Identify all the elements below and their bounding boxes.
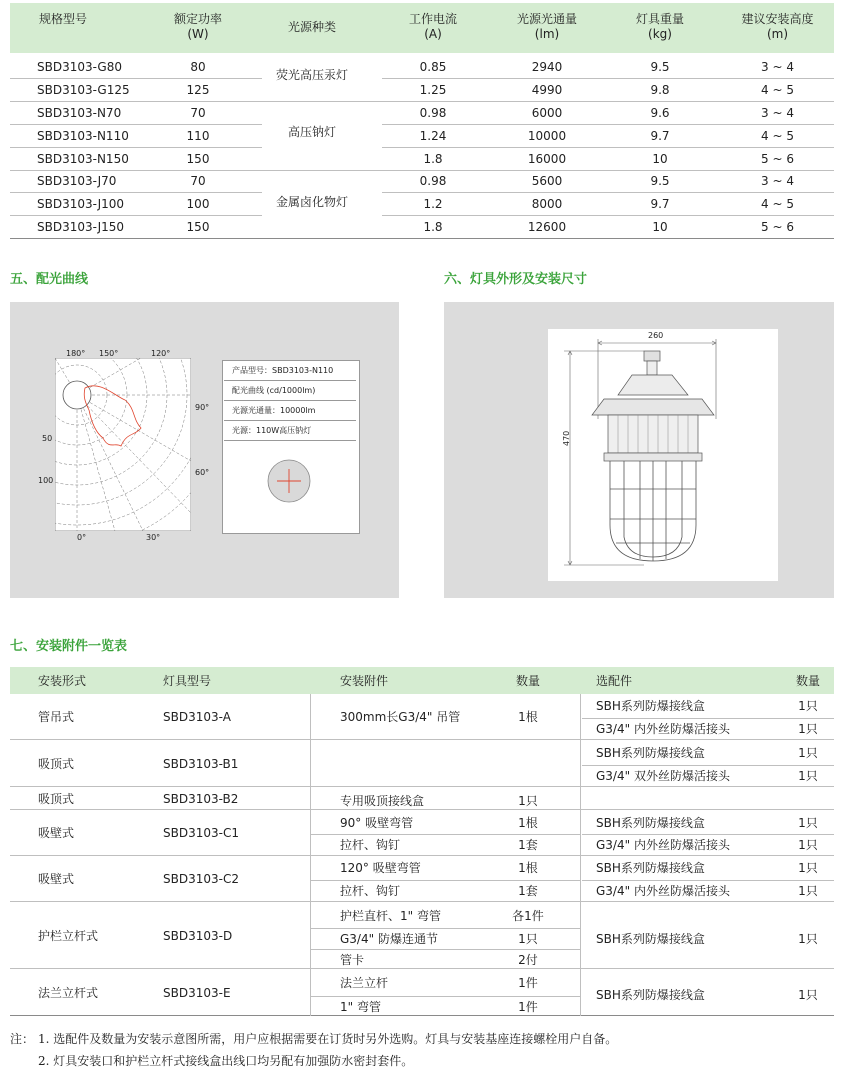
notes-prefix: 注： xyxy=(10,1032,35,1046)
acc-optional: SBH系列防爆接线盒 xyxy=(596,746,705,760)
acc-header-form: 安装形式 xyxy=(38,674,87,688)
radius-100: 100 xyxy=(38,476,54,485)
lamp-type-metal-halide: 金属卤化物灯 xyxy=(275,195,348,209)
acc-model: SBD3103-E xyxy=(163,986,231,1000)
acc-form: 吸壁式 xyxy=(38,826,75,840)
spec-row-divider xyxy=(10,238,834,239)
acc-model: SBD3103-C2 xyxy=(163,872,239,886)
angle-120: 120° xyxy=(151,349,171,358)
spec-header-current-unit: (A) xyxy=(424,27,442,41)
lamp-type-sodium: 高压钠灯 xyxy=(287,125,336,139)
acc-optional-qty: 1只 xyxy=(798,861,818,875)
acc-row-divider xyxy=(10,739,834,740)
spec-power: 80 xyxy=(190,60,206,74)
acc-model: SBD3103-A xyxy=(163,710,231,724)
acc-column-divider xyxy=(310,694,311,1016)
angle-30: 30° xyxy=(146,533,161,542)
info-curve-unit: 配光曲线 (cd/1000lm) xyxy=(224,381,356,401)
spec-row-divider xyxy=(10,78,262,79)
acc-row-divider xyxy=(310,949,580,950)
angle-0: 0° xyxy=(77,533,87,542)
spec-row-divider xyxy=(382,215,834,216)
angle-180: 180° xyxy=(66,349,86,358)
lamp-type-mercury: 荧光高压汞灯 xyxy=(275,68,348,82)
spec-row-divider xyxy=(10,192,262,193)
spec-power: 70 xyxy=(190,106,206,120)
spec-flux: 8000 xyxy=(531,197,563,211)
spec-row-divider xyxy=(10,101,834,102)
spec-power: 110 xyxy=(186,129,210,143)
lamp-outline-drawing xyxy=(548,329,778,581)
acc-model: SBD3103-B2 xyxy=(163,792,239,806)
spec-height: 4 ~ 5 xyxy=(761,83,794,97)
acc-header-accessory: 安装附件 xyxy=(340,674,389,688)
acc-form: 护栏立杆式 xyxy=(38,929,99,943)
spec-row-divider xyxy=(382,147,834,148)
acc-item-qty: 各1件 xyxy=(512,909,544,923)
acc-item-qty: 1根 xyxy=(518,861,538,875)
acc-optional-qty: 1只 xyxy=(798,988,818,1002)
spec-header-current: 工作电流 xyxy=(408,12,457,26)
angle-60: 60° xyxy=(195,468,210,477)
acc-item-qty: 1只 xyxy=(518,794,538,808)
spec-row-divider xyxy=(382,124,834,125)
acc-optional-qty: 1只 xyxy=(798,816,818,830)
radius-50: 50 xyxy=(42,434,53,443)
acc-optional: G3/4" 内外丝防爆活接头 xyxy=(596,722,730,736)
acc-item-qty: 1根 xyxy=(518,816,538,830)
spec-flux: 5600 xyxy=(531,174,563,188)
info-flux: 光源光通量：10000lm xyxy=(224,401,356,421)
spec-header-weight: 灯具重量 xyxy=(635,12,684,26)
spec-weight: 9.7 xyxy=(650,129,670,143)
dim-height-label: 470 xyxy=(562,430,571,446)
spec-power: 150 xyxy=(186,152,210,166)
acc-item-qty: 1只 xyxy=(518,932,538,946)
spec-header-power: 额定功率 xyxy=(173,12,222,26)
acc-row-divider xyxy=(310,928,580,929)
dim-width-label: 260 xyxy=(648,331,664,340)
spec-power: 150 xyxy=(186,220,210,234)
acc-column-divider xyxy=(580,694,581,1016)
acc-optional-qty: 1只 xyxy=(798,769,818,783)
spec-model: SBD3103-G80 xyxy=(37,60,122,74)
acc-optional: SBH系列防爆接线盒 xyxy=(596,699,705,713)
acc-model: SBD3103-C1 xyxy=(163,826,239,840)
acc-row-divider xyxy=(582,880,834,881)
info-model: 产品型号：SBD3103-N110 xyxy=(224,361,356,381)
acc-optional-qty: 1只 xyxy=(798,884,818,898)
acc-item: 120° 吸壁弯管 xyxy=(340,861,421,875)
acc-row-divider xyxy=(310,834,580,835)
spec-current: 0.85 xyxy=(419,60,447,74)
spec-header-weight-unit: (kg) xyxy=(648,27,672,41)
acc-optional-qty: 1只 xyxy=(798,699,818,713)
acc-item: 拉杆、钩钉 xyxy=(340,838,401,852)
acc-header-optional: 选配件 xyxy=(596,674,633,688)
angle-90: 90° xyxy=(195,403,210,412)
section5-title: 五、配光曲线 xyxy=(10,272,89,287)
acc-row-divider xyxy=(310,996,580,997)
spec-header-model: 规格型号 xyxy=(38,12,87,26)
acc-header-qty: 数量 xyxy=(515,674,540,688)
info-source: 光源：110W高压钠灯 xyxy=(224,421,356,441)
spec-height: 4 ~ 5 xyxy=(761,129,794,143)
spec-power: 70 xyxy=(190,174,206,188)
acc-item-qty: 1套 xyxy=(518,838,538,852)
spec-flux: 12600 xyxy=(527,220,567,234)
angle-150: 150° xyxy=(99,349,119,358)
lamp-symbol xyxy=(266,458,312,504)
spec-row-divider xyxy=(10,124,262,125)
spec-model: SBD3103-J150 xyxy=(37,220,125,234)
section6-title: 六、灯具外形及安装尺寸 xyxy=(444,272,588,287)
spec-current: 1.25 xyxy=(419,83,447,97)
acc-row-divider xyxy=(310,880,580,881)
acc-optional: G3/4" 内外丝防爆活接头 xyxy=(596,838,730,852)
acc-item-qty: 1件 xyxy=(518,976,538,990)
acc-form: 吸壁式 xyxy=(38,872,75,886)
spec-weight: 9.5 xyxy=(650,60,670,74)
spec-height: 3 ~ 4 xyxy=(761,60,794,74)
acc-row-divider xyxy=(10,809,834,810)
spec-flux: 10000 xyxy=(527,129,567,143)
acc-item: 管卡 xyxy=(340,953,365,967)
spec-current: 0.98 xyxy=(419,174,447,188)
accessory-table-header xyxy=(10,667,834,694)
acc-optional-qty: 1只 xyxy=(798,746,818,760)
note-1: 1. 选配件及数量为安装示意图所需，用户应根据需要在订货时另外选购。灯具与安装基座连接螺栓用户自备。 xyxy=(38,1032,618,1046)
acc-optional: G3/4" 双外丝防爆活接头 xyxy=(596,769,730,783)
spec-height: 4 ~ 5 xyxy=(761,197,794,211)
spec-model: SBD3103-J70 xyxy=(37,174,117,188)
spec-flux: 4990 xyxy=(531,83,563,97)
spec-power: 125 xyxy=(186,83,210,97)
spec-current: 1.8 xyxy=(423,152,443,166)
acc-form: 吸顶式 xyxy=(38,792,75,806)
acc-header-model: 灯具型号 xyxy=(163,674,212,688)
section7-title: 七、安装附件一览表 xyxy=(10,639,128,654)
spec-power: 100 xyxy=(186,197,210,211)
spec-row-divider xyxy=(10,170,834,171)
acc-row-divider xyxy=(10,901,834,902)
spec-flux: 6000 xyxy=(531,106,563,120)
spec-current: 1.24 xyxy=(419,129,447,143)
acc-row-divider xyxy=(10,1015,834,1016)
spec-current: 0.98 xyxy=(419,106,447,120)
acc-form: 管吊式 xyxy=(38,710,75,724)
acc-header-opt-qty: 数量 xyxy=(795,674,820,688)
spec-header-power-unit: (W) xyxy=(187,27,209,41)
spec-flux: 2940 xyxy=(531,60,563,74)
spec-height: 3 ~ 4 xyxy=(761,106,794,120)
acc-row-divider xyxy=(582,718,834,719)
spec-height: 3 ~ 4 xyxy=(761,174,794,188)
spec-flux: 16000 xyxy=(527,152,567,166)
acc-model: SBD3103-D xyxy=(163,929,233,943)
acc-optional: G3/4" 内外丝防爆活接头 xyxy=(596,884,730,898)
spec-header-height: 建议安装高度 xyxy=(741,12,814,26)
acc-item: 护栏直杆、1" 弯管 xyxy=(340,909,441,923)
acc-row-divider xyxy=(10,855,834,856)
acc-optional-qty: 1只 xyxy=(798,932,818,946)
acc-optional-qty: 1只 xyxy=(798,838,818,852)
spec-model: SBD3103-G125 xyxy=(37,83,130,97)
spec-header-height-unit: (m) xyxy=(766,27,789,41)
acc-optional: SBH系列防爆接线盒 xyxy=(596,988,705,1002)
acc-item: 拉杆、钩钉 xyxy=(340,884,401,898)
acc-form: 法兰立杆式 xyxy=(38,986,99,1000)
acc-form: 吸顶式 xyxy=(38,757,75,771)
acc-optional: SBH系列防爆接线盒 xyxy=(596,932,705,946)
acc-item: 90° 吸壁弯管 xyxy=(340,816,414,830)
acc-item-qty: 1套 xyxy=(518,884,538,898)
acc-row-divider xyxy=(10,968,834,969)
spec-row-divider xyxy=(10,147,262,148)
acc-row-divider xyxy=(582,834,834,835)
acc-row-divider xyxy=(582,765,834,766)
acc-model: SBD3103-B1 xyxy=(163,757,239,771)
spec-header-lamp: 光源种类 xyxy=(287,20,336,34)
acc-item: 法兰立杆 xyxy=(340,976,389,990)
acc-item-qty: 1根 xyxy=(518,710,538,724)
spec-weight: 10 xyxy=(652,152,668,166)
spec-weight: 9.7 xyxy=(650,197,670,211)
spec-model: SBD3103-N110 xyxy=(37,129,129,143)
acc-item: 专用吸顶接线盒 xyxy=(340,794,425,808)
acc-item-qty: 1件 xyxy=(518,1000,538,1014)
spec-weight: 10 xyxy=(652,220,668,234)
spec-header-flux: 光源光通量 xyxy=(516,12,577,26)
acc-item-qty: 2付 xyxy=(518,953,538,967)
acc-item: 300mm长G3/4" 吊管 xyxy=(340,710,461,724)
spec-height: 5 ~ 6 xyxy=(761,220,794,234)
spec-model: SBD3103-N150 xyxy=(37,152,129,166)
spec-model: SBD3103-N70 xyxy=(37,106,122,120)
note-2: 2. 灯具安装口和护栏立杆式接线盒出线口均另配有加强防水密封套件。 xyxy=(38,1054,414,1068)
acc-optional: SBH系列防爆接线盒 xyxy=(596,816,705,830)
spec-row-divider xyxy=(382,78,834,79)
spec-row-divider xyxy=(382,192,834,193)
acc-row-divider xyxy=(10,786,834,787)
spec-header-flux-unit: (lm) xyxy=(534,27,560,41)
spec-weight: 9.6 xyxy=(650,106,670,120)
spec-weight: 9.5 xyxy=(650,174,670,188)
spec-current: 1.8 xyxy=(423,220,443,234)
spec-current: 1.2 xyxy=(423,197,443,211)
spec-height: 5 ~ 6 xyxy=(761,152,794,166)
acc-item: 1" 弯管 xyxy=(340,1000,381,1014)
acc-optional: SBH系列防爆接线盒 xyxy=(596,861,705,875)
acc-item: G3/4" 防爆连通节 xyxy=(340,932,438,946)
acc-optional-qty: 1只 xyxy=(798,722,818,736)
spec-model: SBD3103-J100 xyxy=(37,197,125,211)
spec-weight: 9.8 xyxy=(650,83,670,97)
polar-diagram xyxy=(55,358,191,531)
spec-row-divider xyxy=(10,215,262,216)
